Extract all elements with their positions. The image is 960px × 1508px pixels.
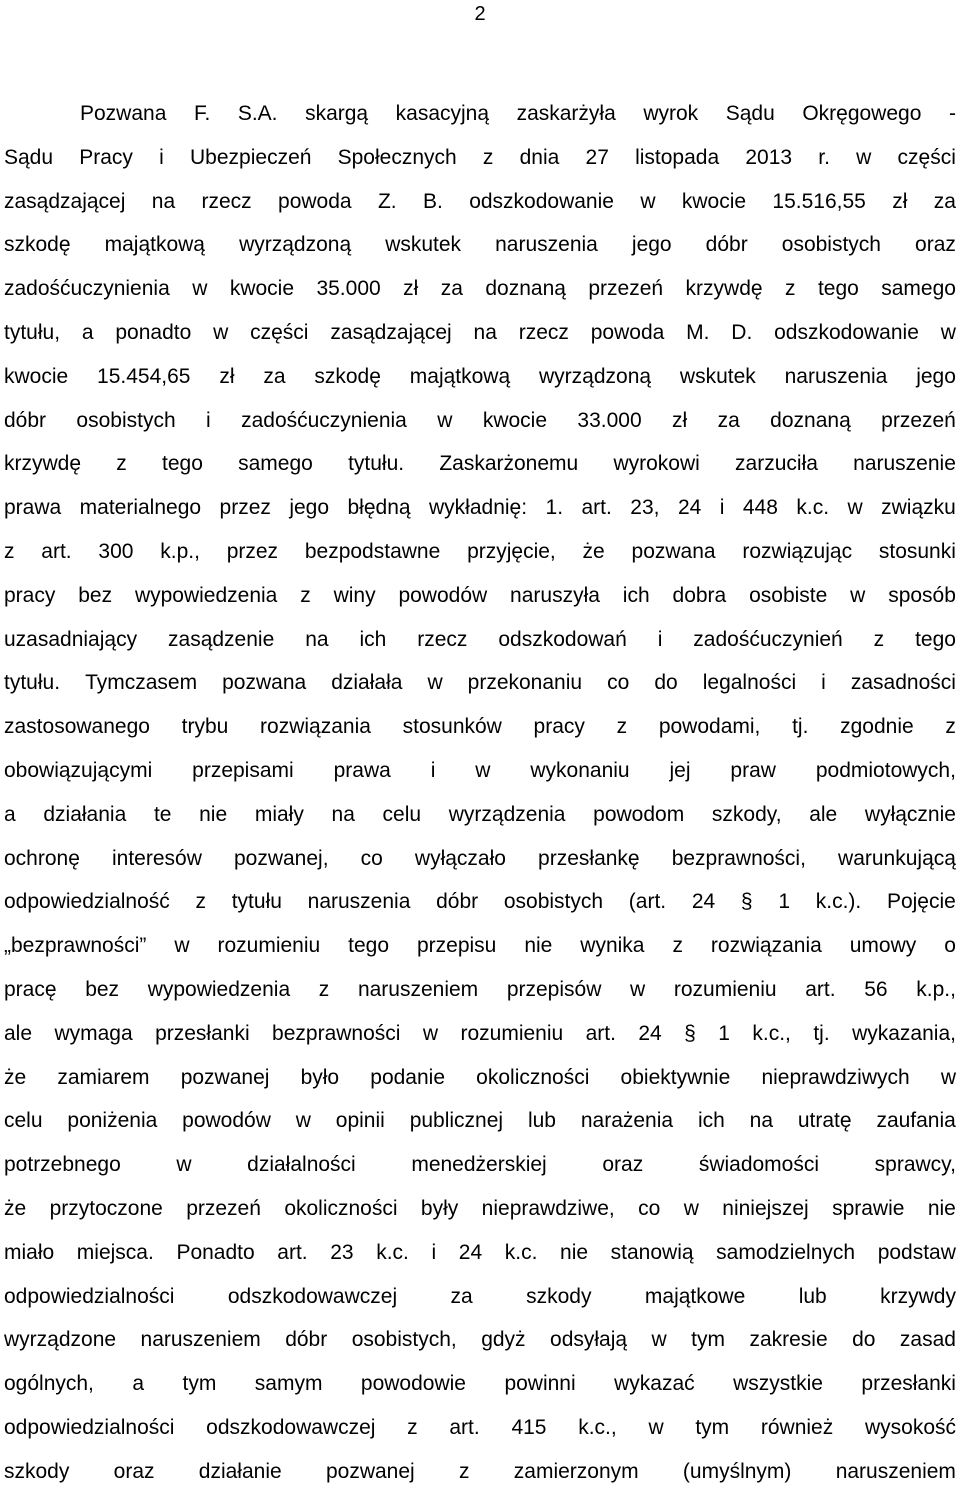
- text-line: że przytoczone przezeń okoliczności były nieprawdziwe, co w niniejszej sprawie nie: [4, 1196, 956, 1220]
- text-line: zadośćuczynienia w kwocie 35.000 zł za doznaną przezeń krzywdę z tego samego: [4, 277, 956, 301]
- text-line: potrzebnego w działalności menedżerskiej oraz świadomości sprawcy,: [4, 1153, 956, 1177]
- text-line: szkodę majątkową wyrządzoną wskutek naruszenia jego dóbr osobistych oraz: [4, 233, 956, 257]
- text-line: pracę bez wypowiedzenia z naruszeniem przepisów w rozumieniu art. 56 k.p.,: [4, 977, 956, 1001]
- text-line: odpowiedzialności odszkodowawczej za szkody majątkowe lub krzywdy: [4, 1284, 956, 1308]
- text-line: że zamiarem pozwanej było podanie okoliczności obiektywnie nieprawdziwych w: [4, 1065, 956, 1089]
- text-line: odpowiedzialności odszkodowawczej z art. 415 k.c., w tym również wysokość: [4, 1415, 956, 1439]
- text-line: prawa materialnego przez jego błędną wykładnię: 1. art. 23, 24 i 448 k.c. w związku: [4, 496, 956, 520]
- text-line: uzasadniający zasądzenie na ich rzecz odszkodowań i zadośćuczynień z tego: [4, 627, 956, 651]
- text-line: ochronę interesów pozwanej, co wyłączało przesłankę bezprawności, warunkującą: [4, 846, 956, 870]
- text-line: dóbr osobistych i zadośćuczynienia w kwocie 33.000 zł za doznaną przezeń: [4, 408, 956, 432]
- text-line: z art. 300 k.p., przez bezpodstawne przyjęcie, że pozwana rozwiązując stosunki: [4, 539, 956, 563]
- text-line: obowiązującymi przepisami prawa i w wykonaniu jej praw podmiotowych,: [4, 758, 956, 782]
- text-line: wyrządzone naruszeniem dóbr osobistych, gdyż odsyłają w tym zakresie do zasad: [4, 1328, 956, 1352]
- text-line: zasądzającej na rzecz powoda Z. B. odszkodowanie w kwocie 15.516,55 zł za: [4, 189, 956, 213]
- text-line: „bezprawności” w rozumieniu tego przepisu nie wynika z rozwiązania umowy o: [4, 934, 956, 958]
- text-line: zastosowanego trybu rozwiązania stosunków pracy z powodami, tj. zgodnie z: [4, 715, 956, 739]
- text-line: ogólnych, a tym samym powodowie powinni wykazać wszystkie przesłanki: [4, 1372, 956, 1396]
- text-line: szkody oraz działanie pozwanej z zamierzonym (umyślnym) naruszeniem: [4, 1459, 956, 1483]
- text-line: Pozwana F. S.A. skargą kasacyjną zaskarżyła wyrok Sądu Okręgowego -: [80, 102, 956, 125]
- page-number: 2: [474, 3, 486, 25]
- text-line: Sądu Pracy i Ubezpieczeń Społecznych z dnia 27 listopada 2013 r. w części: [4, 145, 956, 169]
- text-line: tytułu. Tymczasem pozwana działała w przekonaniu co do legalności i zasadności: [4, 671, 956, 695]
- text-line: miało miejsca. Ponadto art. 23 k.c. i 24 k.c. nie stanowią samodzielnych podstaw: [4, 1240, 956, 1264]
- text-line: celu poniżenia powodów w opinii publicznej lub narażenia ich na utratę zaufania: [4, 1109, 956, 1133]
- document-body: [4, 92, 956, 1494]
- text-line: ale wymaga przesłanki bezprawności w rozumieniu art. 24 § 1 k.c., tj. wykazania,: [4, 1021, 956, 1045]
- text-line: tytułu, a ponadto w części zasądzającej na rzecz powoda M. D. odszkodowanie w: [4, 320, 956, 344]
- text-line: pracy bez wypowiedzenia z winy powodów naruszyła ich dobra osobiste w sposób: [4, 583, 956, 607]
- text-line: odpowiedzialność z tytułu naruszenia dóbr osobistych (art. 24 § 1 k.c.). Pojęcie: [4, 890, 956, 914]
- text-line: kwocie 15.454,65 zł za szkodę majątkową wyrządzoną wskutek naruszenia jego: [4, 364, 956, 388]
- text-line: krzywdę z tego samego tytułu. Zaskarżonemu wyrokowi zarzuciła naruszenie: [4, 452, 956, 476]
- text-line: a działania te nie miały na celu wyrządzenia powodom szkody, ale wyłącznie: [4, 802, 956, 826]
